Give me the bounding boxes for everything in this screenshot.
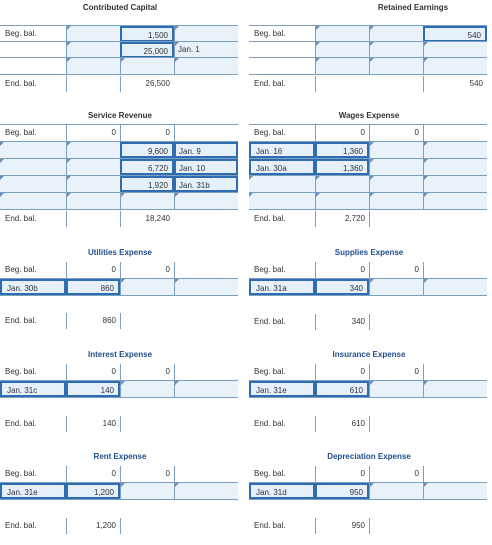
reference-input[interactable] [423, 279, 487, 295]
row-label: Beg. bal. [5, 265, 37, 274]
credit-input[interactable]: 1,920 [120, 176, 174, 192]
ledger-row [0, 262, 238, 279]
debit-input[interactable]: 860 [66, 279, 120, 295]
ledger-row [0, 124, 238, 141]
row-label-input[interactable]: Jan. 30a [249, 159, 315, 175]
ledger-row [0, 41, 238, 58]
account-title: Utilities Expense [87, 248, 153, 257]
credit-input[interactable] [120, 483, 174, 499]
reference-value [423, 466, 487, 482]
reference-input[interactable] [423, 193, 487, 209]
ledger-row [0, 57, 238, 74]
end-credit: 18,240 [120, 211, 174, 227]
end-debit: 860 [66, 313, 120, 329]
credit-input[interactable] [120, 193, 174, 209]
credit-value: 0 [369, 262, 423, 278]
credit-input[interactable] [369, 381, 423, 397]
end-debit: 140 [66, 416, 120, 432]
end-balance-row [0, 416, 238, 432]
credit-value: 0 [369, 364, 423, 380]
account-title: Contributed Capital [82, 3, 158, 12]
row-label: Beg. bal. [254, 469, 286, 478]
debit-input[interactable] [66, 193, 120, 209]
row-label-input[interactable] [0, 176, 66, 192]
reference-value [174, 466, 238, 482]
end-credit [369, 314, 423, 330]
debit-value: 0 [315, 125, 369, 141]
credit-input[interactable] [120, 58, 174, 74]
end-credit [369, 518, 423, 534]
end-debit: 2,720 [315, 211, 369, 227]
row-label: Beg. bal. [5, 128, 37, 137]
debit-input[interactable]: 340 [315, 279, 369, 295]
ledger-row [249, 141, 487, 158]
row-label [0, 58, 66, 74]
row-label-input[interactable]: Jan. 31e [249, 381, 315, 397]
debit-value: 0 [66, 466, 120, 482]
account-title: Supplies Expense [334, 248, 404, 257]
row-label: Beg. bal. [254, 29, 286, 38]
debit-input[interactable] [315, 193, 369, 209]
debit-input[interactable]: 950 [315, 483, 369, 499]
reference-value [174, 125, 238, 141]
credit-value: 0 [369, 466, 423, 482]
end-label: End. bal. [5, 214, 37, 223]
reference-input[interactable] [174, 279, 238, 295]
ledger-row [249, 124, 487, 141]
ledger-row [0, 141, 238, 158]
row-label-input[interactable]: Jan. 31a [249, 279, 315, 295]
ledger-row [249, 57, 487, 74]
ledger-row [249, 364, 487, 381]
credit-input[interactable] [369, 176, 423, 192]
account-title: Rent Expense [93, 452, 147, 461]
reference-input[interactable] [174, 381, 238, 397]
end-balance-row [0, 313, 238, 329]
credit-input[interactable] [369, 42, 423, 58]
end-label: End. bal. [254, 317, 286, 326]
debit-value: 0 [66, 364, 120, 380]
reference-input[interactable] [423, 58, 487, 74]
ledger-row [249, 278, 487, 295]
end-debit: 950 [315, 518, 369, 534]
credit-input[interactable] [369, 193, 423, 209]
end-debit: 610 [315, 416, 369, 432]
debit-input[interactable] [315, 42, 369, 58]
end-credit [369, 416, 423, 432]
reference-input[interactable] [423, 42, 487, 58]
ledger-row [249, 25, 487, 42]
debit-input[interactable] [66, 26, 120, 42]
credit-input[interactable] [369, 26, 423, 42]
end-credit: 540 [423, 76, 487, 92]
debit-input[interactable]: 1,360 [315, 142, 369, 158]
ledger-row [0, 158, 238, 175]
end-balance-row [0, 76, 238, 92]
reference-value [423, 364, 487, 380]
row-label: Beg. bal. [254, 128, 286, 137]
debit-value: 0 [315, 364, 369, 380]
reference-input[interactable] [423, 381, 487, 397]
row-label-input[interactable]: Jan. 31d [249, 483, 315, 499]
reference-input[interactable]: Jan. 9 [174, 142, 238, 158]
ledger-row [0, 380, 238, 397]
ledger-row [249, 41, 487, 58]
ledger-row [249, 192, 487, 209]
credit-input[interactable] [369, 142, 423, 158]
end-credit: 26,500 [120, 76, 174, 92]
debit-value: 0 [315, 262, 369, 278]
debit-input[interactable] [66, 42, 120, 58]
row-label-input[interactable] [0, 159, 66, 175]
end-debit [66, 76, 120, 92]
row-label-input[interactable] [249, 176, 315, 192]
credit-input[interactable]: 25,000 [120, 42, 174, 58]
end-balance-row [249, 416, 487, 432]
ledger-row [249, 380, 487, 397]
ledger-row [249, 466, 487, 483]
reference-input[interactable]: Jan. 31b [174, 176, 238, 192]
row-label: Beg. bal. [5, 367, 37, 376]
ledger-row [0, 278, 238, 295]
debit-input[interactable] [66, 176, 120, 192]
end-balance-row [249, 314, 487, 330]
reference-input[interactable] [423, 142, 487, 158]
end-credit [120, 313, 174, 329]
left-ledger-column [0, 0, 238, 545]
ledger-row [0, 482, 238, 499]
ledger-row [249, 262, 487, 279]
reference-value [174, 262, 238, 278]
end-balance-row [249, 211, 487, 227]
end-credit [369, 211, 423, 227]
reference-input[interactable] [423, 483, 487, 499]
debit-input[interactable]: 610 [315, 381, 369, 397]
ledger-row [0, 364, 238, 381]
end-label: End. bal. [5, 521, 37, 530]
reference-value [423, 125, 487, 141]
reference-input[interactable] [423, 176, 487, 192]
row-label: Beg. bal. [5, 469, 37, 478]
credit-value: 0 [120, 262, 174, 278]
ledger-row [0, 192, 238, 209]
end-debit: 1,200 [66, 518, 120, 534]
debit-input[interactable] [315, 176, 369, 192]
debit-input[interactable] [315, 26, 369, 42]
credit-input[interactable] [369, 58, 423, 74]
reference-input[interactable] [174, 26, 238, 42]
reference-input[interactable] [423, 159, 487, 175]
right-ledger-column [249, 0, 487, 545]
account-title: Wages Expense [338, 111, 400, 120]
debit-input[interactable]: 1,360 [315, 159, 369, 175]
end-debit: 340 [315, 314, 369, 330]
debit-value: 0 [315, 466, 369, 482]
row-label-input[interactable] [0, 193, 66, 209]
debit-value: 0 [66, 262, 120, 278]
reference-value [174, 364, 238, 380]
account-title: Retained Earnings [377, 3, 449, 12]
end-label: End. bal. [254, 79, 286, 88]
row-label-input[interactable]: Jan. 30b [0, 279, 66, 295]
account-title: Depreciation Expense [327, 452, 411, 461]
end-balance-row [249, 76, 487, 92]
credit-value: 0 [120, 364, 174, 380]
ledger-row [0, 175, 238, 192]
row-label-input[interactable]: Jan. 16 [249, 142, 315, 158]
credit-input[interactable] [120, 381, 174, 397]
row-label [249, 42, 315, 58]
account-title: Interest Expense [87, 350, 153, 359]
end-credit [120, 518, 174, 534]
end-label: End. bal. [254, 419, 286, 428]
reference-input[interactable]: Jan. 1 [174, 42, 238, 58]
credit-value: 0 [120, 466, 174, 482]
reference-input[interactable] [174, 58, 238, 74]
row-label [0, 42, 66, 58]
end-label: End. bal. [5, 316, 37, 325]
row-label-input[interactable]: Jan. 31c [0, 381, 66, 397]
row-label-input[interactable]: Jan. 31e [0, 483, 66, 499]
credit-input[interactable] [369, 279, 423, 295]
account-title: Insurance Expense [332, 350, 406, 359]
credit-value: 0 [369, 125, 423, 141]
credit-input[interactable]: 9,600 [120, 142, 174, 158]
ledger-row [249, 175, 487, 192]
debit-input[interactable]: 1,200 [66, 483, 120, 499]
credit-value: 0 [120, 125, 174, 141]
end-balance-row [249, 518, 487, 534]
end-label: End. bal. [254, 521, 286, 530]
debit-input[interactable] [66, 142, 120, 158]
reference-input[interactable]: Jan. 10 [174, 159, 238, 175]
row-label [249, 58, 315, 74]
end-debit [315, 76, 369, 92]
row-label: Beg. bal. [254, 367, 286, 376]
credit-value-box[interactable]: 540 [423, 26, 487, 42]
row-label-input[interactable] [249, 193, 315, 209]
debit-input[interactable]: 140 [66, 381, 120, 397]
ledger-row [249, 158, 487, 175]
row-label: Beg. bal. [5, 29, 37, 38]
credit-input[interactable] [369, 159, 423, 175]
ledger-row [249, 482, 487, 499]
row-label: Beg. bal. [254, 265, 286, 274]
reference-input[interactable] [174, 483, 238, 499]
row-label-input[interactable] [0, 142, 66, 158]
reference-value [423, 262, 487, 278]
debit-input[interactable] [66, 58, 120, 74]
end-credit [120, 416, 174, 432]
credit-input[interactable] [120, 279, 174, 295]
end-label: End. bal. [254, 214, 286, 223]
end-debit [66, 211, 120, 227]
end-label: End. bal. [5, 419, 37, 428]
ledger-row [0, 25, 238, 42]
ledger-row [0, 466, 238, 483]
credit-input[interactable]: 1,500 [120, 26, 174, 42]
credit-input[interactable] [369, 483, 423, 499]
reference-input[interactable] [174, 193, 238, 209]
end-label: End. bal. [5, 79, 37, 88]
debit-value: 0 [66, 125, 120, 141]
end-balance-row [0, 211, 238, 227]
column-divider [238, 0, 249, 545]
debit-input[interactable] [66, 159, 120, 175]
credit-input[interactable]: 6,720 [120, 159, 174, 175]
end-balance-row [0, 518, 238, 534]
account-title: Service Revenue [87, 111, 153, 120]
debit-input[interactable] [315, 58, 369, 74]
